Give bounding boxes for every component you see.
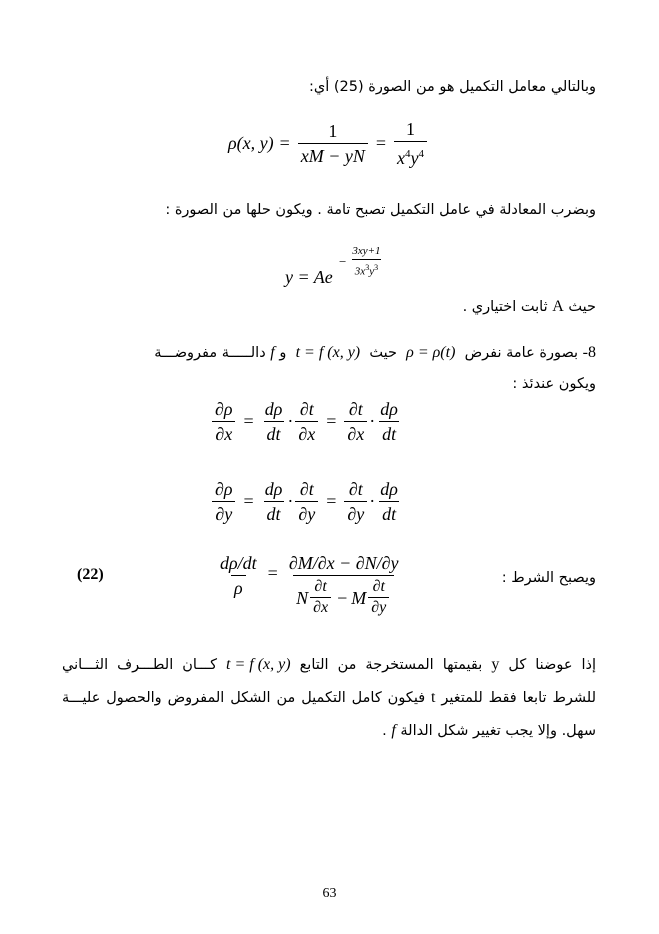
text-line-7a: إذا عوضنا كل [508,657,597,673]
var-y: y [410,148,419,168]
num-pt: ∂t [314,578,327,595]
den-dy-3: ∂y [344,501,367,525]
den-py: ∂y [368,597,389,617]
text-line-6 [502,568,596,588]
text-line-2 [165,200,596,220]
den-dt-2: dt [379,501,399,525]
fraction-one-over-x4y4 [394,118,427,169]
equals-sign: = [267,563,278,583]
frac-condition-rhs [286,552,402,617]
exponent-minus: − [339,253,347,269]
rhs-numerator: ∂M/∂x − ∂N/∂y [288,553,399,573]
exp-4-y: 4 [418,148,425,160]
den-dy-2: ∂y [295,501,318,525]
var-y-inline: y [491,656,500,673]
frac-pt-px [310,578,331,617]
num-pt: ∂t [299,399,314,419]
dot-operator: · [287,491,294,511]
text-line-3c: ثابت اختياري . [462,299,548,315]
minus-sign: − [337,587,348,608]
equals-sign-2: = [326,491,337,511]
exponent-fraction [349,245,383,279]
exponent [339,245,386,279]
equation-solution [285,245,405,289]
text-line-9a: سهل. وإلا يجب تغيير شكل الدالة [400,723,596,739]
equals-sign: = [243,491,254,511]
y-equals-ae: y = Ae [285,267,333,287]
fraction-one-over-xm-yn [298,120,368,167]
den-dt-2: dt [379,421,399,445]
numerator-one: 1 [328,121,338,141]
num-pt-2: ∂t [348,479,363,499]
function-f-2: f [391,722,396,739]
equals-sign: = [243,411,254,431]
num-drho: ∂ρ [215,479,233,499]
frac-d-rho-dt-2 [377,398,401,445]
numerator-one-2: 1 [406,119,416,139]
exp-den-y: y [369,265,375,278]
text-line-3 [463,297,596,317]
text-line-5-content: ويكون عندئذ : [512,376,596,392]
equals-sign-2: = [326,411,337,431]
frac-drho-dy [212,478,236,525]
cond-numerator: dρ/dt [220,553,257,573]
text-line-8 [62,688,596,708]
frac-pt-py [368,578,389,617]
denominator-x4y4 [394,141,427,169]
frac-dt-dy [295,478,318,525]
text-line-4a: بصورة عامة نفرض [464,345,579,361]
text-line-4b: حيث [369,345,397,361]
frac-drho-dt-over-rho [217,552,260,599]
var-x: x [397,148,406,168]
dot-operator-2: · [369,491,376,511]
text-line-4d: دالـــــة مفروضـــة [154,345,266,361]
text-line-8c: فيكون كامل التكميل من الشكل المفروض والحصول عليـــة [62,690,426,706]
text-line-1-content: وبالتالي معامل التكميل هو من الصورة (25) أي: [308,79,596,95]
item-number-8: 8- [582,344,596,361]
text-line-6-content: ويصبح الشرط : [501,570,596,586]
text-line-8a: للشرط تابعا فقط للمتغير [441,690,597,706]
num-pt: ∂t [299,479,314,499]
text-line-3a: حيث [568,299,596,315]
num-d-rho: dρ [264,479,283,499]
cond-denominator: ρ [231,575,246,599]
num-d-rho: dρ [264,399,283,419]
den-dt: dt [264,421,284,445]
exp-4-x: 4 [405,148,411,160]
t-eq-fxy-2: t = f (x, y) [226,656,291,673]
num-d-rho-2: dρ [380,479,398,499]
den-dx-2: ∂x [295,421,318,445]
num-drho: ∂ρ [215,399,233,419]
function-f: f [270,344,275,361]
exp-den-3x: 3x [354,265,366,278]
text-line-5 [512,374,596,394]
dot-operator: · [287,411,294,431]
text-line-9 [382,721,596,741]
equation-drho-dy [210,478,403,525]
den-dx: ∂x [212,421,235,445]
frac-dt-dy-2 [344,478,367,525]
exp-den-exp-y: 3 [374,263,379,272]
den-dx-3: ∂x [344,421,367,445]
rho-xy-term: ρ(x, y) [228,133,274,153]
denominator-xm-yn: xM − yN [298,143,368,167]
text-line-9b: . [382,723,387,739]
frac-d-rho-dt-2 [377,478,401,525]
text-line-2-content: وبضرب المعادلة في عامل التكميل تصبح تامة . ويكون حلها من الصورة : [165,202,596,218]
equation-number: (22) [77,566,104,583]
exponent-numerator: 3xy+1 [352,245,381,257]
frac-d-rho-dt [262,478,286,525]
constant-a: A [552,298,564,315]
var-m: M [351,587,367,608]
exp-den-exp-x: 3 [365,263,370,272]
dot-operator-2: · [369,411,376,431]
equation-condition [215,552,404,617]
num-pt-2: ∂t [348,399,363,419]
equals-sign-2: = [375,133,387,153]
t-eq-fxy: t = f (x, y) [295,344,361,361]
var-t-inline: t [431,689,436,706]
exponent-denominator [352,259,381,279]
text-line-4 [154,343,596,363]
den-px: ∂x [310,597,331,617]
equation-drho-dx [210,398,403,445]
num-pt-2: ∂t [372,578,385,595]
equals-sign: = [279,133,290,153]
text-line-1 [309,77,596,97]
text-line-7 [62,655,596,675]
den-dt: dt [264,501,284,525]
rhs-denominator [293,575,394,617]
text-line-7d: كـــان الطـــرف الثـــاني [62,657,217,673]
equation-integrating-factor [228,118,429,169]
text-line-7c: بقيمتها المستخرجة من التابع [299,657,483,673]
frac-drho-dx [212,398,236,445]
frac-dt-dx [295,398,318,445]
num-d-rho-2: dρ [380,399,398,419]
den-dy: ∂y [212,501,235,525]
page-number: 63 [322,886,337,901]
frac-d-rho-dt [262,398,286,445]
text-line-4c: و [279,345,287,361]
var-n: N [296,587,309,608]
frac-dt-dx-2 [344,398,367,445]
rho-eq-rho-t: ρ = ρ(t) [406,344,456,361]
